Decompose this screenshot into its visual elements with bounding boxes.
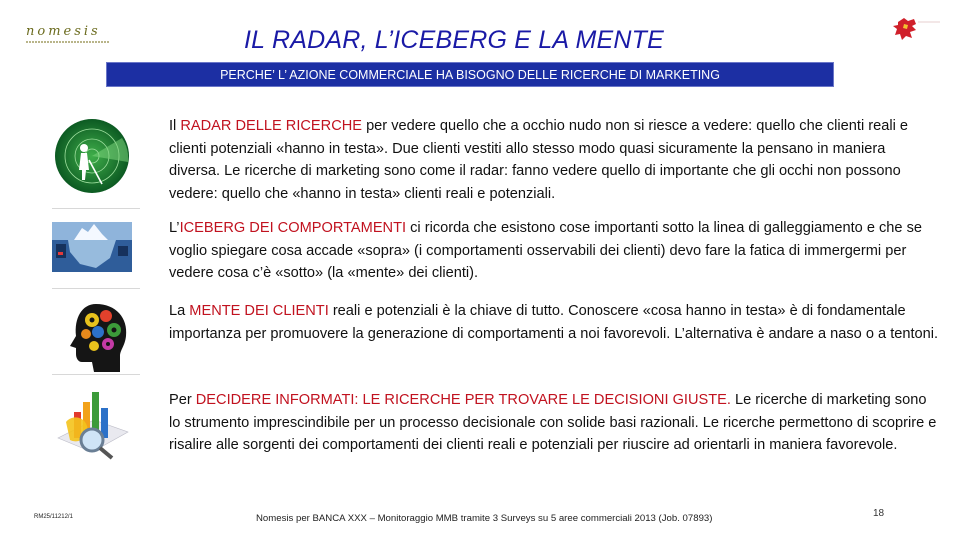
lion-logo-icon: [892, 14, 942, 44]
radar-highlight: RADAR DELLE RICERCHE: [180, 118, 363, 134]
page-title: IL RADAR, L’ICEBERG E LA MENTE: [244, 26, 665, 54]
section-radar-text: Il RADAR DELLE RICERCHE per vedere quello che a occhio nudo non si riesce a vedere: quello che clienti reali e clienti potenziali «hanno in testa». Due clienti vestiti allo stesso modo quasi sicuramente la pensano in maniera diversa. Le ricerche di marketing sono come il radar: fanno vedere quello di importante che gli occhi non possono vedere: quello che «hanno in testa» clienti reali e potenziali.: [169, 118, 908, 202]
iceberg-highlight: ICEBERG DEI COMPORTAMENTI: [179, 220, 407, 236]
iceberg-icon: [52, 222, 132, 272]
decide-highlight: DECIDERE INFORMATI: LE RICERCHE PER TROVARE LE DECISIONI GIUSTE.: [195, 392, 731, 408]
logo-tagline-line: [26, 41, 110, 43]
mind-gears-icon: [52, 300, 132, 376]
document-code: RM25/11212/1: [34, 514, 73, 520]
radar-icon: [52, 110, 132, 202]
section-iceberg-text: L’ICEBERG DEI COMPORTAMENTI ci ricorda che esistono cose importanti sotto la linea di galleggiamento e che se voglio spiegare cosa accade «sopra» (i comportamenti osservabili dei clienti) devo fare la fatica di immergermi per vedere cosa c’è «sotto» (la «mente» dei clienti).: [169, 220, 922, 281]
charts-magnifier-icon: [52, 382, 132, 462]
divider: [52, 288, 140, 289]
section-decide-text: Per DECIDERE INFORMATI: LE RICERCHE PER TROVARE LE DECISIONI GIUSTE. Le ricerche di marketing sono lo strumento imprescindibile per un processo decisionale con solide basi razionali. Le ricerche permettono di scoprire e risalire alle sorgenti dei comportamenti dei clienti reali e potenziali per riuscire ad orientarli in maniera favorevole.: [169, 392, 937, 453]
logo-text: nomesis: [26, 24, 101, 39]
nomesis-logo: [26, 26, 110, 46]
subtitle-banner: PERCHE’ L’ AZIONE COMMERCIALE HA BISOGNO DELLE RICERCHE DI MARKETING: [106, 62, 834, 87]
divider: [52, 374, 140, 375]
section-mind-text: La MENTE DEI CLIENTI reali e potenziali è la chiave di tutto. Conoscere «cosa hanno in testa» è di fondamentale importanza per promuovere la generazione di comportamenti a noi favorevoli. L’alternativa è andare a naso o a tentoni.: [169, 303, 939, 342]
mind-highlight: MENTE DEI CLIENTI: [189, 303, 329, 319]
footer-caption: Nomesis per BANCA XXX – Monitoraggio MMB tramite 3 Surveys su 5 aree commerciali 2013 (Job. 07893): [256, 513, 713, 524]
page-number: 18: [873, 508, 885, 519]
divider: [52, 208, 140, 209]
